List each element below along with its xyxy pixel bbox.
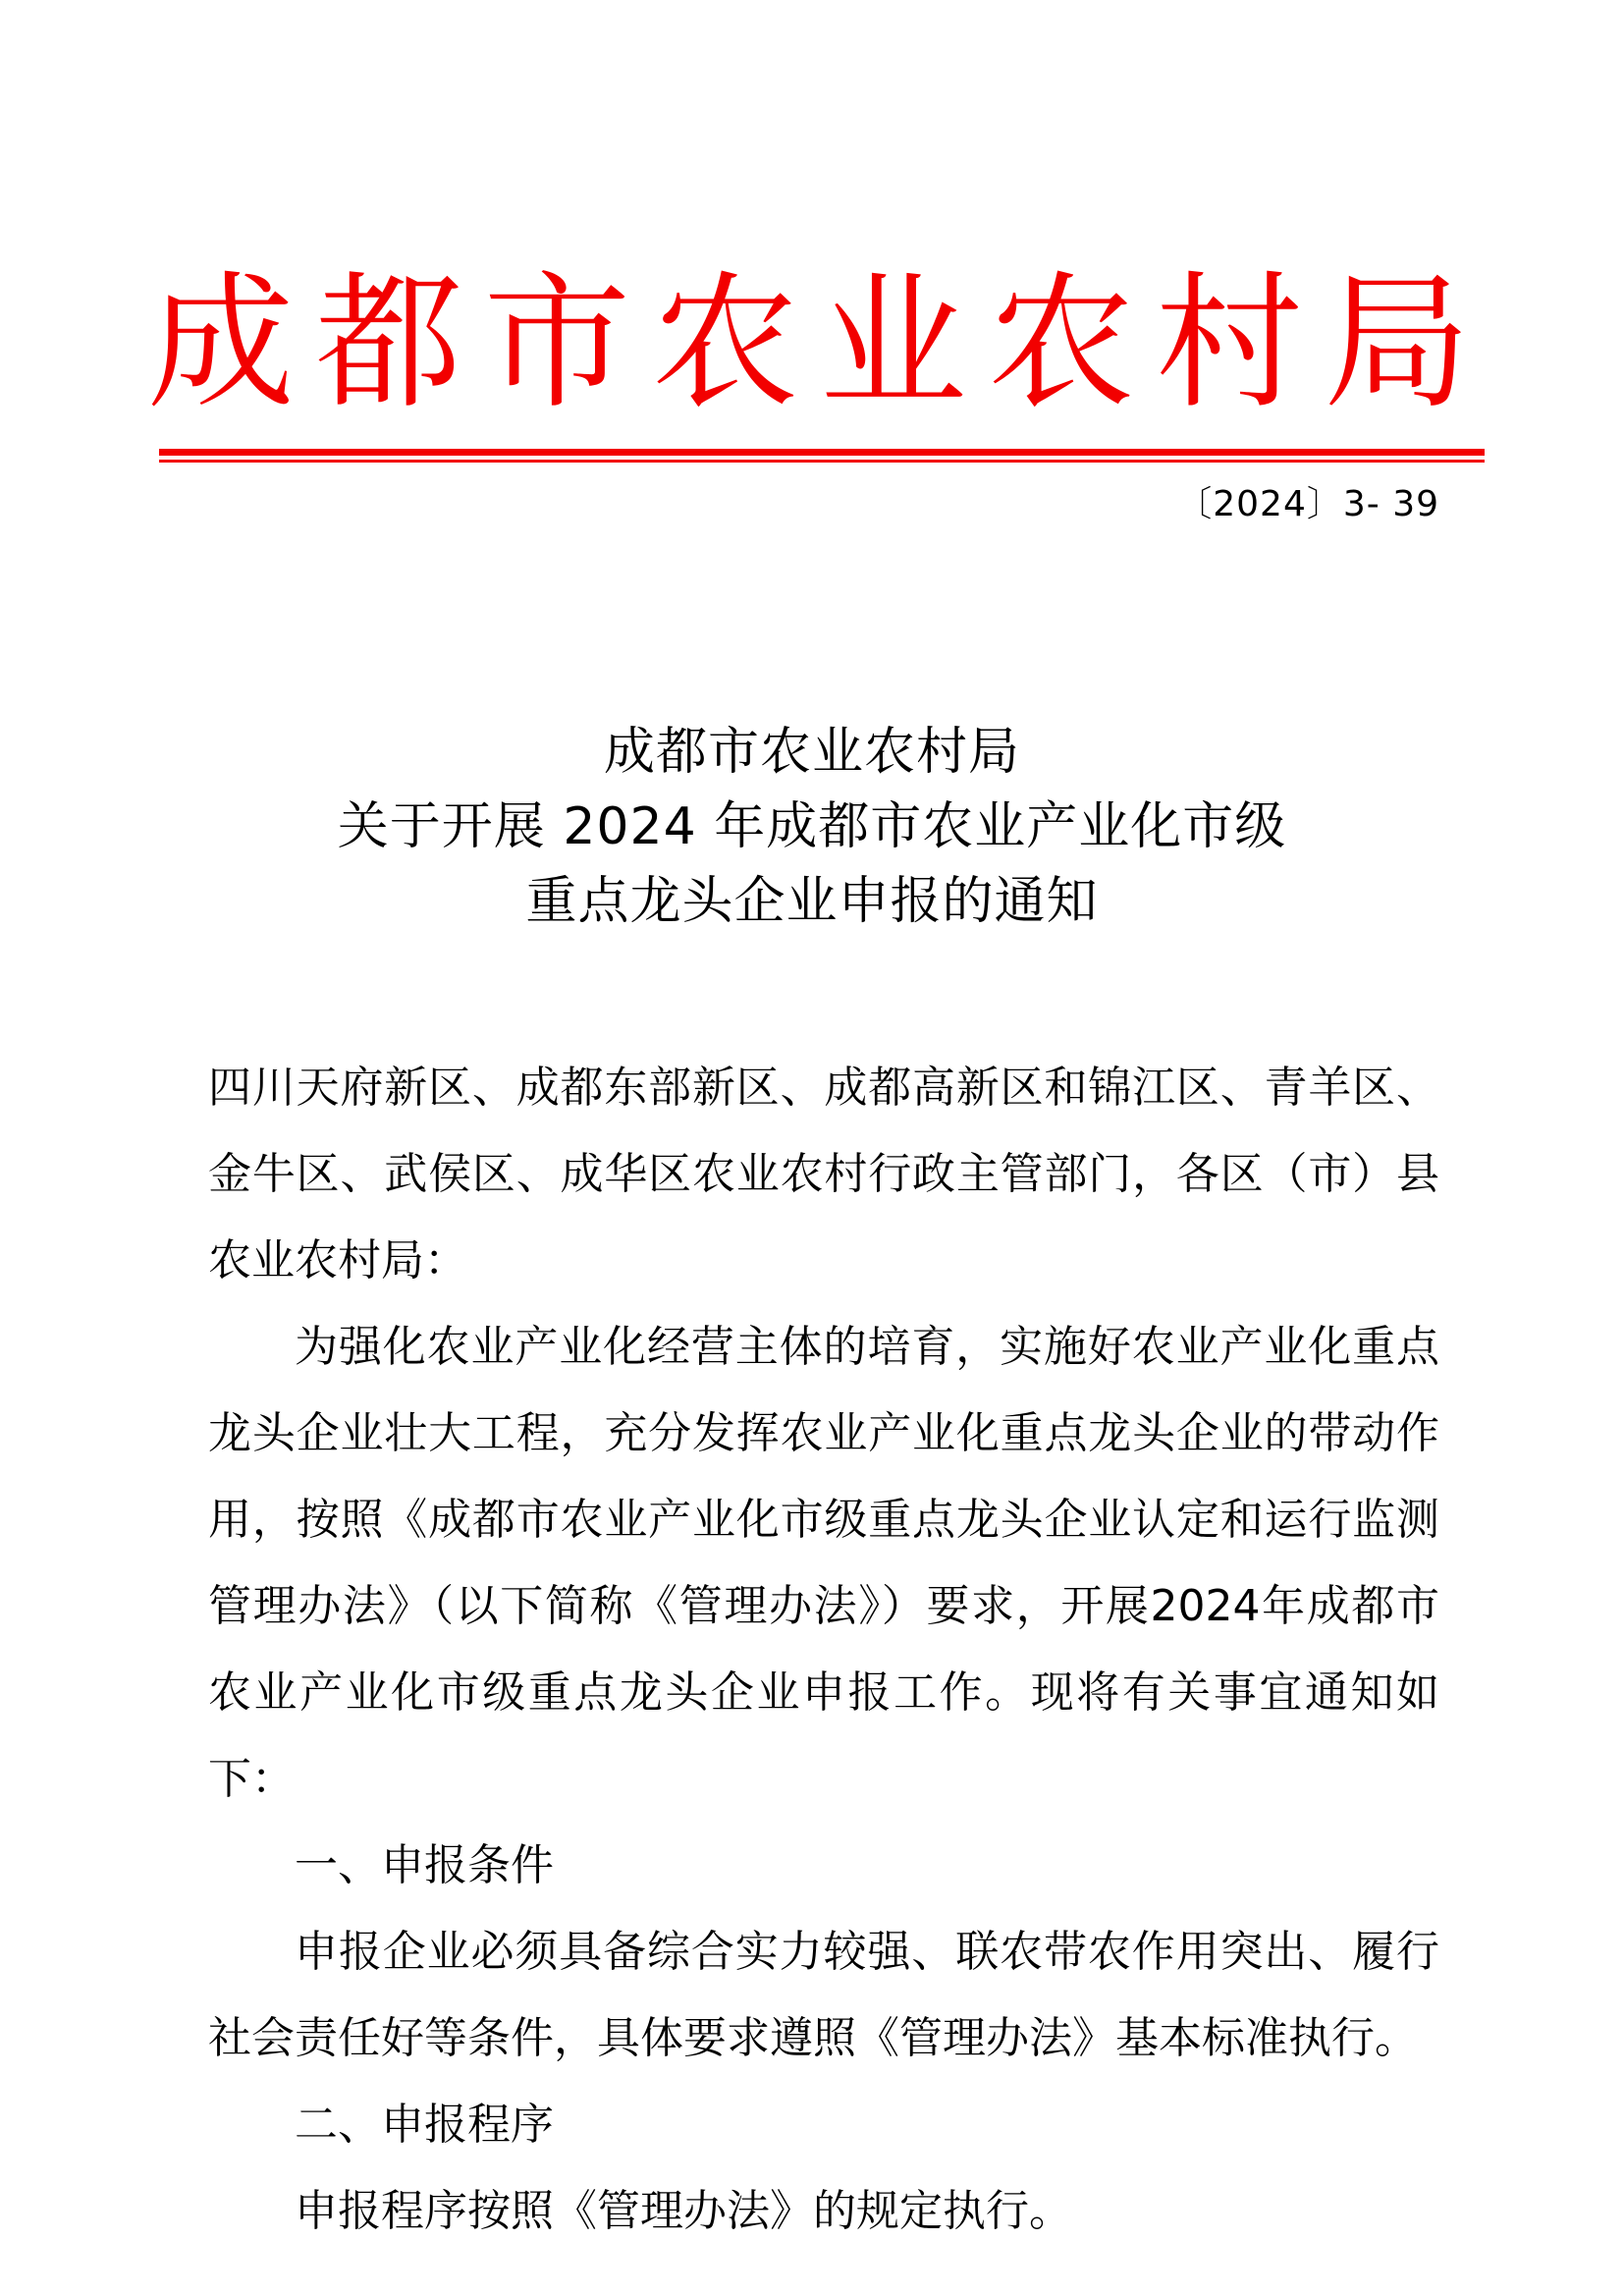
document-body — [208, 1045, 1439, 2255]
section-2-heading: 二、申报程序 — [295, 2100, 554, 2150]
section-2-paragraph: 申报程序按照《管理办法》的规定执行。 — [295, 2186, 1072, 2236]
document-number: 〔2024〕3- 39 — [1176, 484, 1439, 524]
section-1-paragraph: 申报企业必须具备综合实力较强、联农带农作用突出、履行社会责任好等条件，具体要求遵照《管理办法》基本标准执行。 — [208, 1927, 1439, 2063]
letterhead-red-rule-thin — [159, 460, 1485, 463]
title-line-2: 关于开展 2024 年成都市农业产业化市级 — [337, 797, 1287, 856]
letterhead-org-name: 成都市农业农村局 — [147, 258, 1477, 429]
title-line-1: 成都市农业农村局 — [603, 723, 1020, 782]
letterhead-red-rule-thick — [159, 449, 1485, 456]
section-1-heading: 一、申报条件 — [295, 1840, 554, 1890]
document-title — [196, 715, 1428, 939]
intro-paragraph: 为强化农业产业化经营主体的培育，实施好农业产业化重点龙头企业壮大工程，充分发挥农业产业化重点龙头企业的带动作用，按照《成都市农业产业化市级重点龙头企业认定和运行监测管理办法》（以下简称《管理办法》）要求，开展2024年成都市农业产业化市级重点龙头企业申报工作。现将有关事宜通知如下： — [208, 1322, 1439, 1804]
recipients-paragraph: 四川天府新区、成都东部新区、成都高新区和锦江区、青羊区、金牛区、武侯区、成华区农业农村行政主管部门，各区（市）县农业农村局： — [208, 1063, 1439, 1285]
title-line-3: 重点龙头企业申报的通知 — [525, 872, 1099, 931]
